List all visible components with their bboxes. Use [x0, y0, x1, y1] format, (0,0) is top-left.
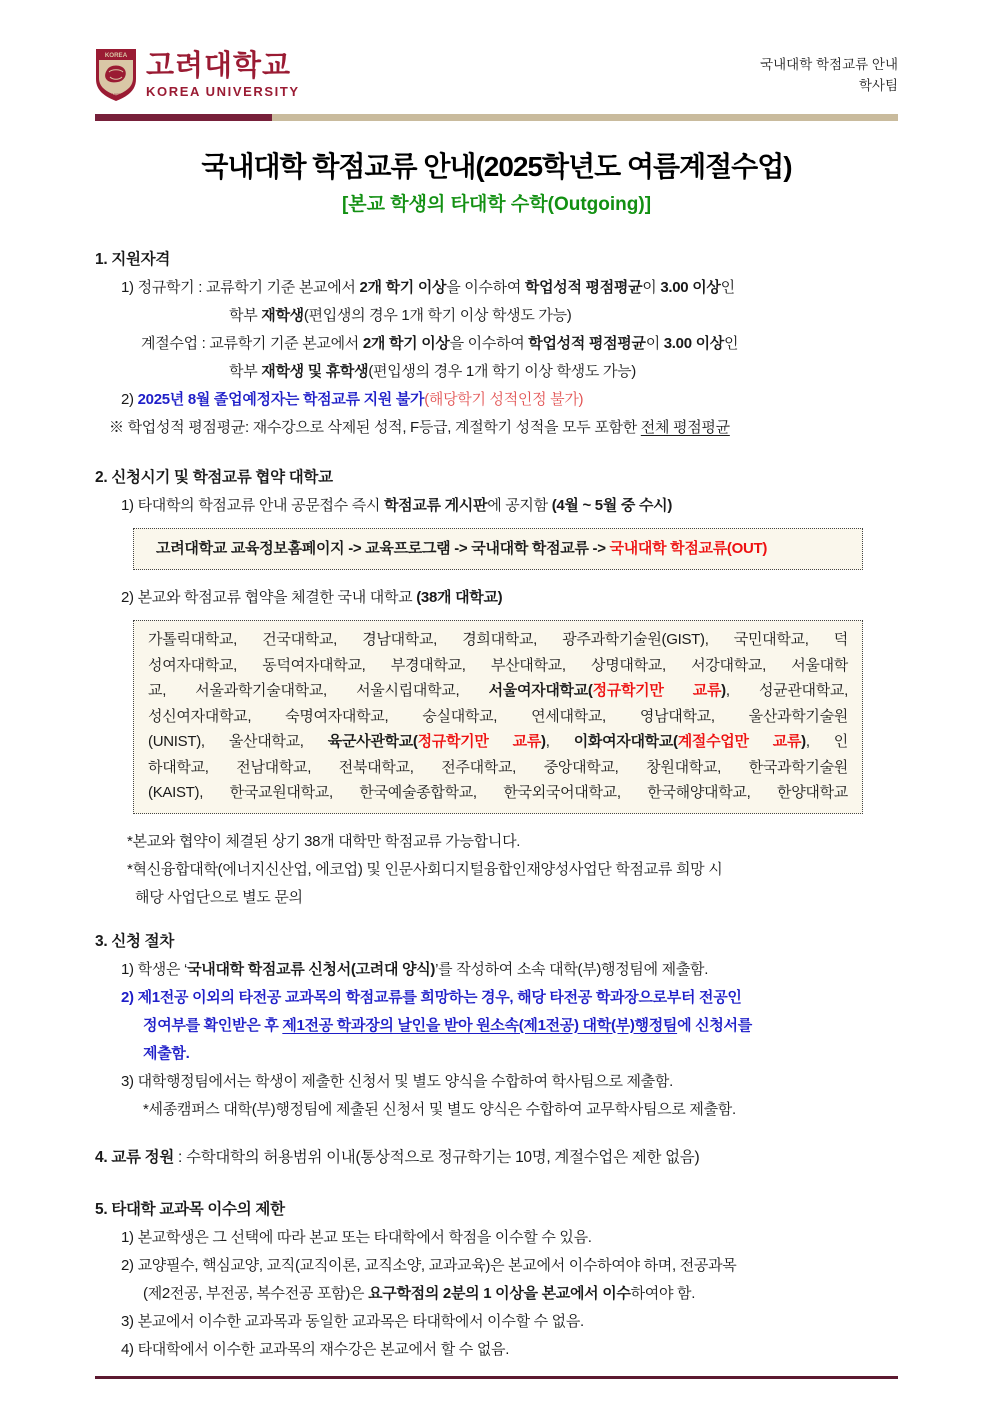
- text-segment: (UNIST), 울산대학교,: [148, 733, 328, 750]
- text-segment: 4) 타대학에서 이수한 교과목의 재수강은 본교에서 할 수 없음.: [121, 1340, 510, 1358]
- box-line: [148, 729, 848, 755]
- text-segment: 계절수업 : 교류학기 기준 본교에서: [141, 335, 363, 352]
- site-path-box: [133, 528, 863, 570]
- text-segment: 학부: [229, 363, 262, 380]
- text-segment: 에 공지함: [487, 497, 552, 514]
- restriction-2: [95, 1252, 898, 1280]
- text-segment: 해당 사업단으로 별도 문의: [135, 888, 303, 906]
- text-segment: ): [801, 733, 806, 750]
- partner-note-2-cont: [95, 884, 898, 912]
- text-segment: 제1전공 학과장의 날인을 받아 원소속(제1전공) 대학(부)행정팀: [282, 1016, 678, 1034]
- restriction-1: [95, 1224, 898, 1252]
- text-segment: 하여야 함.: [630, 1284, 696, 1302]
- text-segment: 정규학기만 교류: [417, 733, 542, 750]
- text-segment: 3. 신청 절차: [95, 932, 175, 950]
- restriction-2-cont: [95, 1280, 898, 1308]
- text-segment: 1) 타대학의 학점교류 안내 공문접수 즉시: [121, 497, 384, 514]
- box-line: [148, 678, 848, 704]
- text-segment: 요구학점의 2분의 1 이상을 본교에서 이수: [368, 1284, 631, 1302]
- logo-wordmark: [146, 50, 300, 100]
- text-segment: 학부: [229, 307, 262, 324]
- text-segment: 에 신청서를: [677, 1016, 752, 1034]
- text-segment: 2025년 8월 졸업예정자는 학점교류 지원 불가: [137, 391, 425, 408]
- document-subtitle: [본교 학생의 타대학 수학(Outgoing)]: [341, 194, 652, 215]
- footer-divider: [95, 1376, 898, 1379]
- text-segment: 2개 학기 이상: [359, 279, 447, 296]
- text-segment: (38개 대학교): [416, 589, 503, 606]
- header-meta: [760, 48, 898, 96]
- text-segment: 3.00 이상: [660, 279, 721, 296]
- university-list-box: [133, 620, 863, 814]
- text-segment: ’를 작성하여 소속 대학(부)행정팀에 제출함.: [435, 960, 709, 978]
- text-segment: 교, 서울과학기술대학교, 서울시립대학교,: [148, 682, 489, 699]
- text-segment: (해당학기 성적인정 불가): [424, 391, 584, 408]
- eligibility-seasonal-cont: [95, 358, 898, 386]
- document-header: [95, 48, 898, 106]
- university-logo: [95, 48, 300, 102]
- logo-english-name: KOREA UNIVERSITY: [146, 84, 300, 99]
- text-segment: (제2전공, 부전공, 복수전공 포함)은: [143, 1284, 369, 1302]
- box-line: [148, 653, 848, 679]
- eligibility-graduate-restriction: [95, 386, 898, 414]
- text-segment: 1) 정규학기 : 교류학기 기준 본교에서: [121, 279, 360, 296]
- text-segment: 육군사관학교(: [327, 733, 418, 750]
- text-segment: 학점교류 게시판: [383, 497, 488, 514]
- procedure-step-3: [95, 1068, 898, 1096]
- text-segment: 성신여자대학교, 숙명여자대학교, 숭실대학교, 연세대학교, 영남대학교, 울산과학기술원: [148, 707, 848, 725]
- partner-universities-line: [95, 584, 898, 612]
- text-segment: (KAIST), 한국교원대학교, 한국예술종합학교, 한국외국어대학교, 한국해양대학교, 한양대학교: [148, 784, 848, 801]
- text-segment: , 인: [805, 733, 848, 750]
- text-segment: 이화여자대학교(: [573, 733, 678, 750]
- header-doc-label: 국내대학 학점교류 안내: [760, 57, 898, 72]
- shield-korea-label: KOREA: [104, 52, 128, 59]
- procedure-step-2-cont1: [95, 1012, 898, 1040]
- text-segment: 5. 타대학 교과목 이수의 제한: [95, 1200, 285, 1218]
- text-segment: 2) 제1전공 이외의 타전공 교과목의 학점교류를 희망하는 경우, 해당 타전공 학과장으로부터 전공인: [121, 988, 742, 1006]
- text-segment: 국내대학 학점교류 신청서(고려대 양식): [187, 960, 436, 978]
- text-segment: *혁신융합대학(에너지신산업, 에코업) 및 인문사회디지털융합인재양성사업단 학점교류 희망 시: [127, 860, 723, 878]
- text-segment: 1) 본교학생은 그 선택에 따라 본교 또는 타대학에서 학점을 이수할 수 있음.: [121, 1228, 592, 1246]
- section-3-heading: [95, 928, 898, 956]
- procedure-step-2-cont2: [95, 1040, 898, 1068]
- text-segment: 2) 교양필수, 핵심교양, 교직(교직이론, 교직소양, 교과교육)은 본교에서 이수하여야 하며, 전공과목: [121, 1256, 737, 1274]
- procedure-step-1: [95, 956, 898, 984]
- eligibility-regular-line: [95, 274, 898, 302]
- text-segment: ): [541, 733, 546, 750]
- text-segment: *본교와 협약이 체결된 상기 38개 대학만 학점교류 가능합니다.: [127, 832, 521, 850]
- text-segment: 2) 본교와 학점교류 협약을 체결한 국내 대학교: [121, 589, 417, 606]
- text-segment: 2. 신청시기 및 학점교류 협약 대학교: [95, 469, 333, 486]
- eligibility-seasonal-line: [95, 330, 898, 358]
- section-4-line: [95, 1144, 898, 1172]
- text-segment: 성여자대학교, 동덕여자대학교, 부경대학교, 부산대학교, 상명대학교, 서강대학교, 서울대학: [148, 656, 848, 674]
- partner-note-1: [95, 828, 898, 856]
- text-segment: *세종캠퍼스 대학(부)행정팀에 제출된 신청서 및 별도 양식은 수합하여 교무학사팀으로 제출함.: [143, 1100, 736, 1118]
- document-title: 국내대학 학점교류 안내(2025학년도 여름계절수업): [201, 151, 792, 182]
- box-line: [148, 780, 848, 806]
- text-segment: 학업성적 평점평균: [528, 335, 646, 352]
- restriction-3: [95, 1308, 898, 1336]
- text-segment: 4. 교류 정원: [95, 1148, 175, 1166]
- text-segment: 이: [642, 279, 661, 296]
- partner-note-2: [95, 856, 898, 884]
- text-segment: 을 이수하여: [449, 335, 529, 352]
- text-segment: 2개 학기 이상: [362, 335, 450, 352]
- text-segment: 1) 학생은 ‘: [121, 960, 188, 978]
- text-segment: 정여부를 확인받은 후: [143, 1016, 283, 1034]
- gpa-definition-note: [95, 414, 898, 442]
- text-segment: 이: [645, 335, 664, 352]
- text-segment: (편입생의 경우 1개 학기 이상 학생도 가능): [368, 363, 637, 380]
- section-1-heading: [95, 246, 898, 274]
- document-body: [95, 246, 898, 1364]
- text-segment: 3.00 이상: [663, 335, 724, 352]
- text-segment: ): [721, 682, 726, 699]
- box-line: [148, 627, 848, 653]
- header-divider-tan-segment: [272, 114, 898, 121]
- header-divider-maroon-segment: [95, 114, 272, 121]
- text-segment: 인: [720, 279, 735, 296]
- text-segment: 학업성적 평점평균: [524, 279, 643, 296]
- header-team-label: 학사팀: [858, 78, 898, 93]
- shield-year-mark: 1905: [111, 92, 121, 97]
- text-segment: 고려대학교 교육정보홈페이지 -> 교육프로그램 -> 국내대학 학점교류 ->: [156, 540, 610, 557]
- text-segment: 국내대학 학점교류(OUT): [609, 540, 768, 557]
- procedure-step-3-note: [95, 1096, 898, 1124]
- box-line: [148, 704, 848, 730]
- text-segment: 정규학기만 교류: [592, 682, 722, 699]
- notice-timing-line: [95, 492, 898, 520]
- restriction-4: [95, 1336, 898, 1364]
- text-segment: ,: [545, 733, 574, 750]
- text-segment: (편입생의 경우 1개 학기 이상 학생도 가능): [303, 307, 572, 324]
- procedure-step-2: [95, 984, 898, 1012]
- eligibility-regular-cont: [95, 302, 898, 330]
- text-segment: , 성균관대학교,: [725, 682, 848, 699]
- box-line: [148, 755, 848, 781]
- box-line: [156, 538, 852, 560]
- header-divider: [95, 114, 898, 121]
- text-segment: 1. 지원자격: [95, 251, 171, 268]
- text-segment: 가톨릭대학교, 건국대학교, 경남대학교, 경희대학교, 광주과학기술원(GIST), 국민대학교, 덕: [148, 631, 848, 648]
- text-segment: 하대학교, 전남대학교, 전북대학교, 전주대학교, 중앙대학교, 창원대학교, 한국과학기술원: [148, 758, 848, 776]
- text-segment: 서울여자대학교(: [488, 682, 593, 699]
- text-segment: 계절수업만 교류: [677, 733, 802, 750]
- text-segment: 제출함.: [143, 1044, 190, 1062]
- text-segment: 2): [121, 391, 138, 408]
- text-segment: : 수학대학의 허용범위 이내(통상적으로 정규학기는 10명, 계절수업은 제한 없음): [174, 1148, 700, 1166]
- section-2-heading: [95, 464, 898, 492]
- text-segment: 전체 평점평균: [640, 419, 730, 436]
- text-segment: 을 이수하여: [446, 279, 525, 296]
- logo-korean-name: 고려대학교: [146, 50, 292, 82]
- section-5-heading: [95, 1196, 898, 1224]
- text-segment: 재학생: [261, 307, 304, 324]
- university-shield-icon: [95, 48, 137, 102]
- text-segment: 재학생 및 휴학생: [261, 363, 369, 380]
- text-segment: 3) 대학행정팀에서는 학생이 제출한 신청서 및 별도 양식을 수합하여 학사팀으로 제출함.: [121, 1072, 673, 1090]
- text-segment: 3) 본교에서 이수한 교과목과 동일한 교과목은 타대학에서 이수할 수 없음.: [121, 1312, 584, 1330]
- text-segment: (4월 ~ 5월 중 수시): [551, 497, 673, 514]
- text-segment: ※ 학업성적 평점평균: 재수강으로 삭제된 성적, F등급, 계절학기 성적을 모두 포함한: [109, 419, 641, 436]
- text-segment: 인: [724, 335, 739, 352]
